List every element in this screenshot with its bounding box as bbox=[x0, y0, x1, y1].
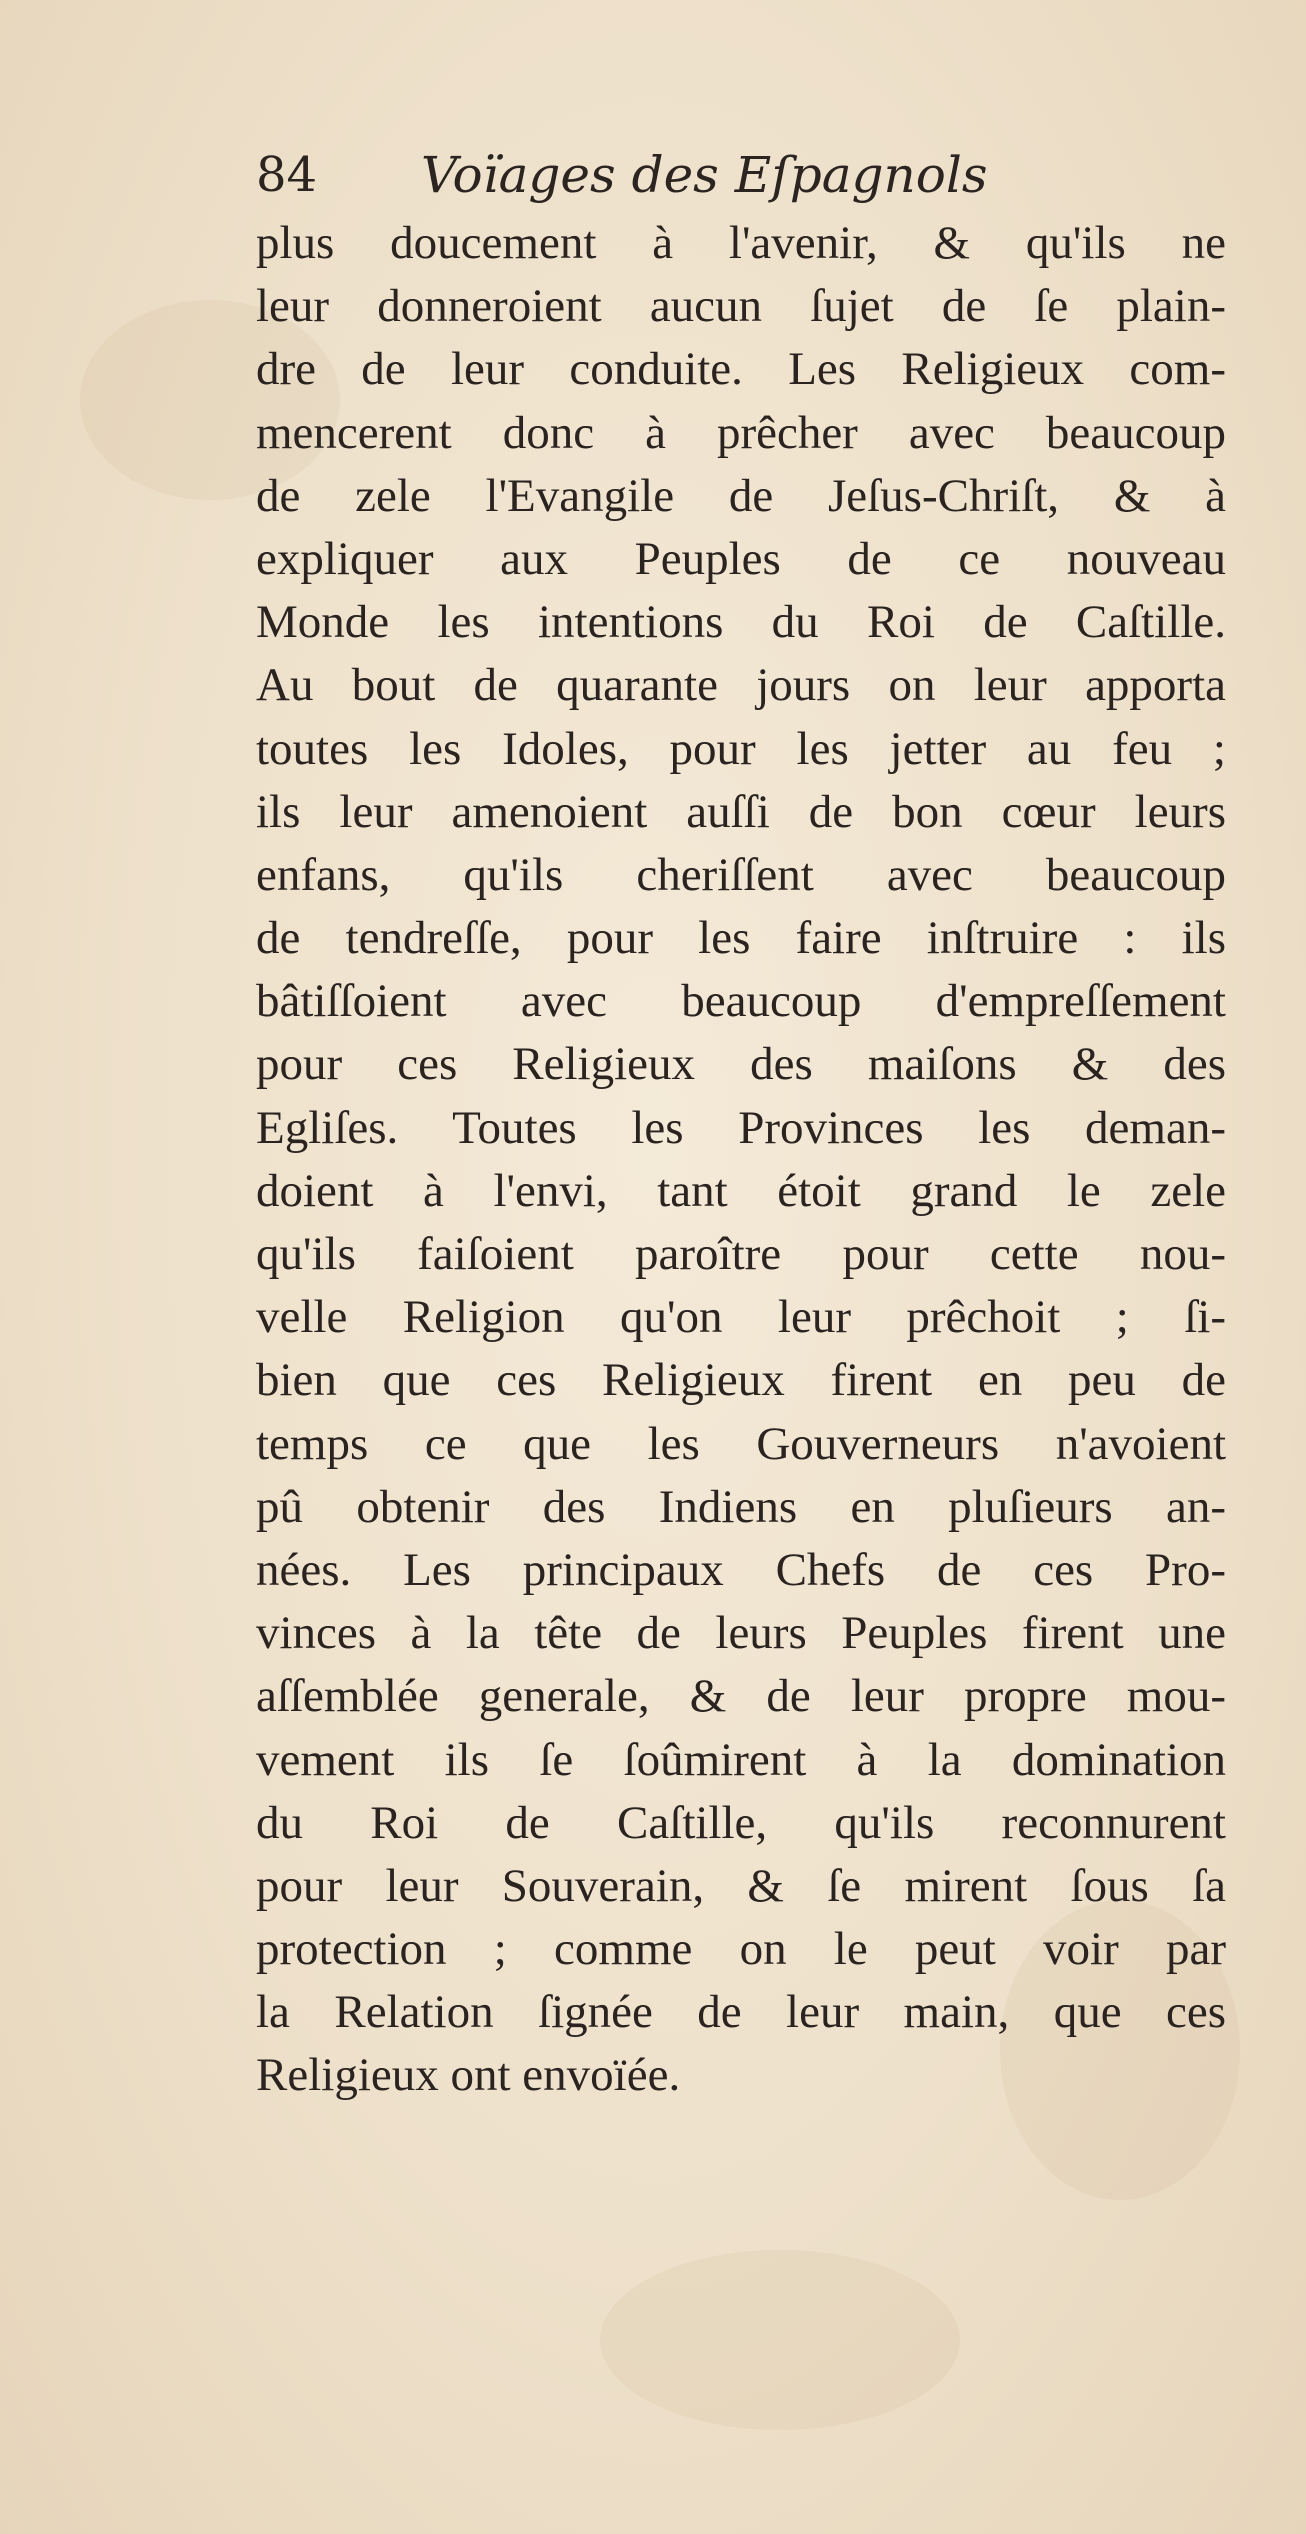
text-line: qu'ils faiſoient paroître pour cette nou- bbox=[256, 1228, 1226, 1280]
text-line: de tendreſſe, pour les faire inſtruire : ils bbox=[256, 912, 1226, 965]
text-line: expliquer aux Peuples de ce nouveau bbox=[256, 532, 1226, 585]
body-text bbox=[256, 212, 1226, 2108]
text-line: nées. Les principaux Chefs de ces Pro- bbox=[256, 1543, 1226, 1596]
text-line: pour leur Souverain, & ſe mirent ſous ſa bbox=[256, 1859, 1226, 1912]
text-line: enfans, qu'ils cheriſſent avec beaucoup bbox=[256, 848, 1226, 901]
text-line: mencerent donc à prêcher avec beaucoup bbox=[256, 406, 1226, 459]
text-line: protection ; comme on le peut voir par bbox=[256, 1923, 1226, 1976]
text-line: pû obtenir des Indiens en pluſieurs an- bbox=[256, 1480, 1226, 1533]
text-line: toutes les Idoles, pour les jetter au feu ; bbox=[256, 722, 1226, 775]
paper-stain bbox=[600, 2250, 960, 2430]
text-line: plus doucement à l'avenir, & qu'ils ne bbox=[256, 217, 1226, 269]
page-number: 84 bbox=[256, 147, 318, 203]
text-line: ils leur amenoient auſſi de bon cœur leurs bbox=[256, 785, 1226, 838]
page-header bbox=[256, 140, 1256, 210]
text-line: vinces à la tête de leurs Peuples firent une bbox=[256, 1607, 1226, 1660]
running-title: Voïages des Eſpagnols bbox=[421, 146, 988, 204]
text-line: leur donneroient aucun ſujet de ſe plain- bbox=[256, 280, 1226, 333]
text-line: temps ce que les Gouverneurs n'avoient bbox=[256, 1417, 1226, 1470]
text-line: bâtiſſoient avec beaucoup d'empreſſement bbox=[256, 975, 1226, 1028]
text-line: pour ces Religieux des maiſons & des bbox=[256, 1038, 1226, 1091]
text-line: dre de leur conduite. Les Religieux com- bbox=[256, 343, 1226, 396]
text-line: de zele l'Evangile de Jeſus-Chriſt, & à bbox=[256, 469, 1226, 522]
text-line: aſſemblée generale, & de leur propre mou- bbox=[256, 1670, 1226, 1723]
text-line: velle Religion qu'on leur prêchoit ; ſi- bbox=[256, 1291, 1226, 1344]
text-line: Religieux ont envoïée. bbox=[256, 2049, 681, 2102]
text-line: doient à l'envi, tant étoit grand le zele bbox=[256, 1164, 1226, 1217]
text-line: Au bout de quarante jours on leur apporta bbox=[256, 659, 1226, 712]
text-line: la Relation ſignée de leur main, que ces bbox=[256, 1986, 1226, 2039]
text-line: Monde les intentions du Roi de Caſtille. bbox=[256, 596, 1226, 649]
text-line: du Roi de Caſtille, qu'ils reconnurent bbox=[256, 1796, 1226, 1849]
text-line: Egliſes. Toutes les Provinces les deman- bbox=[256, 1101, 1226, 1154]
text-line: vement ils ſe ſoûmirent à la domination bbox=[256, 1733, 1226, 1786]
text-line: bien que ces Religieux firent en peu de bbox=[256, 1354, 1226, 1407]
